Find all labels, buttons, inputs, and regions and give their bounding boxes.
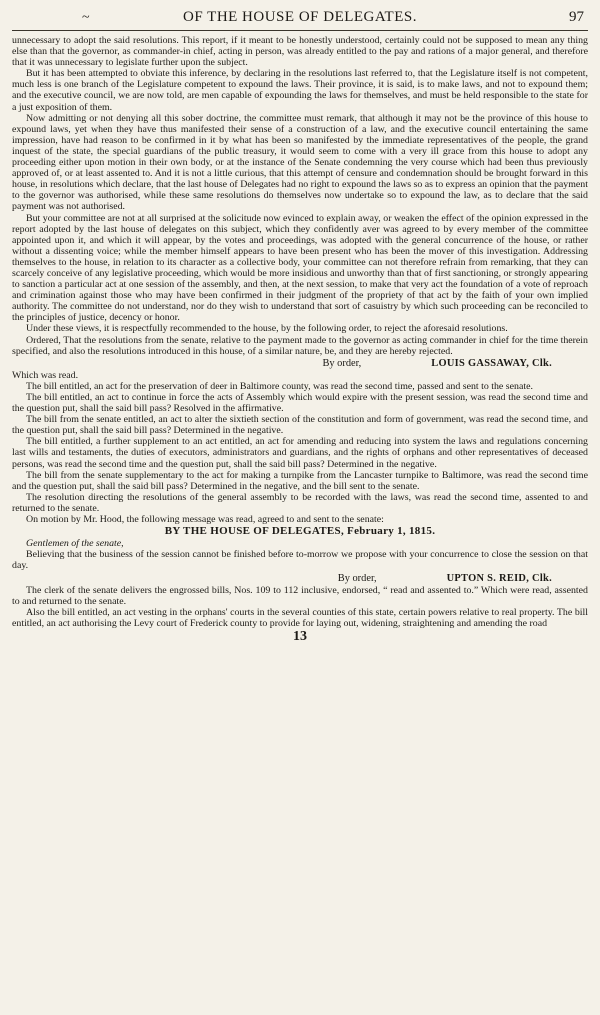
- paragraph: The bill entitled, a further supplement to an act entitled, an act for amending and reducing into system the laws and regulations concerning last wills and testaments, the duties of executors, administrators and guardians, and the rights of orphans and other representatives of deceased persons, was read the second time and the question put, shall the said bill pass? Determined in the negative.: [12, 436, 588, 470]
- message-heading: BY THE HOUSE OF DELEGATES, February 1, 1815.: [164, 525, 436, 538]
- paragraph: On motion by Mr. Hood, the following message was read, agreed to and sent to the senate:: [26, 514, 384, 526]
- folio-signature-mark: 13: [293, 628, 307, 644]
- signature-block-clerk: [12, 358, 588, 369]
- page-number: 97: [569, 9, 584, 25]
- paragraph: The bill entitled, an act to continue in force the acts of Assembly which would expire with the present session, was read the second time and the question put, shall the said bill pass? Resolved in the affirmative.: [12, 392, 588, 415]
- signature-block-reid: [12, 573, 588, 584]
- by-order-label: By order,: [337, 572, 377, 584]
- paragraph: Now admitting or not denying all this sober doctrine, the committee must remark, that although it may not be the province of this house to expound laws, yet when they have thus manifested their sense of a construction of a law, and the executive council entertaining the same impression, have had reason to be confirmed in it by what has been so manifested by the immediate representatives of the people, the grand inquest of the state, the special guardians of the public treasury, it would seem to come with a very ill grace from this house to adopt any proceeding either upon motion in their own body, or at the instance of the Senate condemning the very course which had been thus previously approved of, or at least assented to. And it is not a little curious, that this attempt of censure and condemnation should be brought forward in this house, in resolutions which declare, that the last house of Delegates had no right to expound the laws so as to express an opinion that the payment to the governor was authorised, while these same resolutions do themselves now undertake so to expound the law, as to declare that the said payment was not authorised.: [12, 112, 588, 213]
- paragraph: But it has been attempted to obviate this inference, by declaring in the resolutions last referred to, that the Legislature itself is not competent, much less is one branch of the Legislature competent to expound the laws. Their province, it is said, is to make laws, and not to expound them; and the executive council, we are now told, are men capable of expounding the laws for themselves, and must be held responsible to the state for a just exposition of them.: [12, 68, 588, 113]
- by-order-label: By order,: [322, 357, 362, 369]
- paragraph: The bill from the senate entitled, an act to alter the sixtieth section of the constitution and form of government, was read the second time, and the question put, shall the said bill pass? Determined in the negative.: [12, 414, 588, 437]
- header-dash: ~: [82, 10, 90, 25]
- paragraph: Ordered, That the resolutions from the senate, relative to the payment made to the governor as acting commander in chief for the time therein specified, and also the resolutions introduced in this house, of a similar nature, be, and they are hereby rejected.: [12, 334, 588, 357]
- paragraph: The bill from the senate supplementary to the act for making a turnpike from the Lancaster turnpike to Baltimore, was read the second time and the question put, shall the said bill pass? Determined in the negative, and the bill sent to the senate.: [12, 469, 588, 492]
- salutation: Gentlemen of the senate,: [26, 538, 124, 550]
- paragraph: Under these views, it is respectfully recommended to the house, by the following order, to reject the aforesaid resolutions.: [26, 323, 508, 335]
- paragraph: Which was read.: [12, 369, 79, 381]
- paragraph: But your committee are not at all surprised at the solicitude now evinced to explain away, or weaken the effect of the opinion expressed in the report adopted by the last house of delegates on this subject, which they confidently aver was agreed to by every member of the committee appointed upon it, and which it will appear, by the votes and proceedings, was adopted with the general concurrence of the house, or rather without a dissenting voice; while the member himself appears to have been present who has been the mover of this investigation. Addressing themselves to the house, in relation to its character as a collective body, your committee can not therefore refrain from remarking, that they can scarcely conceive of any legislative proceeding, which would be more insidious and unworthy than that of first sanctioning, or strongly appearing to sanction a particular act at one session of the assembly, and then, at the next session, to make that very act the foundation of a vote of reproach and crimination against those who may have been confirmed in their judgment of the propriety of that act by the faith of your own implied authority. The committee do not understand, nor do they wish to understand that sort of casuistry by which such proceeding can be reconciled to the principles of justice, decency or honor.: [12, 212, 588, 324]
- paragraph: Also the bill entitled, an act vesting in the orphans' courts in the several counties of this state, certain powers relative to real property. The bill entitled, an act authorising the Levy court of Frederick county to provide for laying out, widening, straightening and amending the road: [12, 606, 588, 629]
- message-body: Believing that the business of the session cannot be finished before to-morrow we propose with your concurrence to close the session on that day.: [12, 549, 588, 572]
- running-head: [12, 8, 588, 31]
- paragraph: unnecessary to adopt the said resolutions. This report, if it meant to be honestly understood, certainly could not be supposed to mean any thing else than that the governor, as commander-in chief, acting in person, was already entitled to the pay and rations of a major general, and therefore that it was unnecessary to legislate further upon the subject.: [12, 35, 588, 69]
- paragraph: The clerk of the senate delivers the engrossed bills, Nos. 109 to 112 inclusive, endorsed, “ read and assented to.” Which were read, assented to and returned to the senate.: [12, 584, 588, 607]
- running-head-title: OF THE HOUSE OF DELEGATES.: [183, 9, 417, 25]
- clerk-signature: UPTON S. REID, Clk.: [446, 572, 552, 584]
- document-body: [12, 35, 588, 642]
- clerk-signature: LOUIS GASSAWAY, Clk.: [431, 357, 552, 369]
- paragraph: The resolution directing the resolutions of the general assembly to be recorded with the laws, was read the second time, assented to and returned to the senate.: [12, 491, 588, 514]
- paragraph: The bill entitled, an act for the preservation of deer in Baltimore county, was read the second time, passed and sent to the senate.: [26, 380, 533, 392]
